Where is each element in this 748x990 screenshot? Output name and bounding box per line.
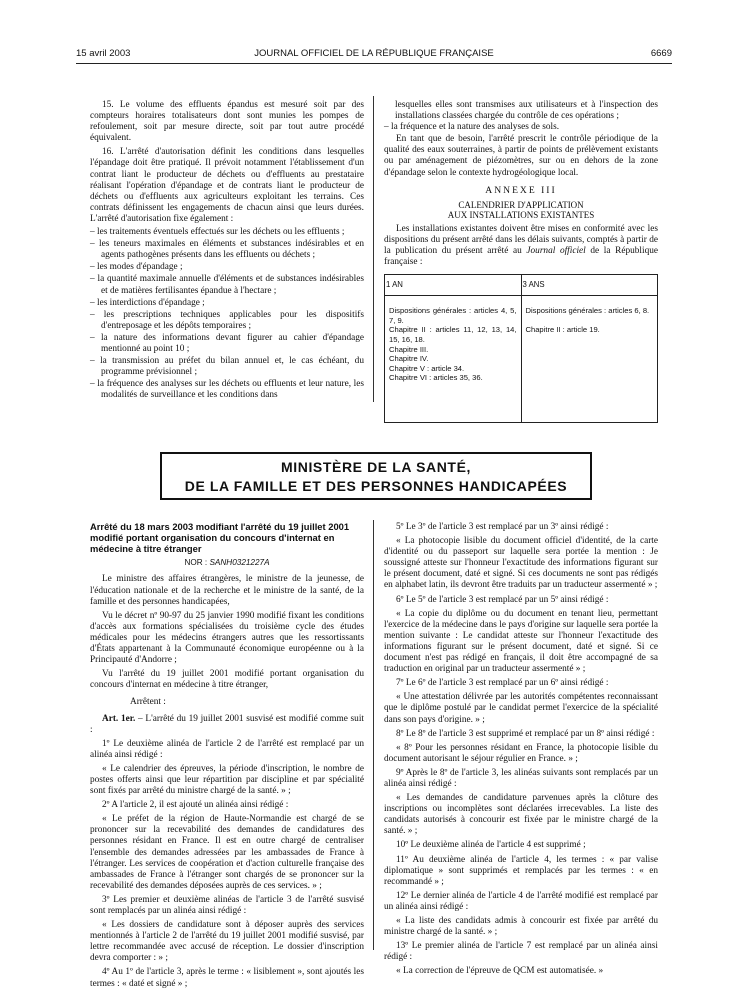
amendment-item: « La correction de l'épreuve de QCM est automatisée. » (396, 966, 604, 977)
annexe-intro-text: Les installations existantes doivent être mises en conformité avec les dispositions du présent arrêté dans les délais suivants, comptés à partir de la publication du présent arrêté au (384, 223, 658, 256)
table-cell-3-ans (521, 296, 658, 423)
column-divider (373, 520, 374, 950)
list-item: – la quantité maximale annuelle d'éléments et de substances indésirables et de matières fertilisantes épandue à l'hectare ; (90, 274, 364, 296)
amendment-item: 1º Le deuxième alinéa de l'article 2 de l'arrêté est remplacé par un alinéa ainsi rédigé : (90, 738, 364, 760)
paragraph-15: 15. Le volume des effluents épandus est mesuré soit par des compteurs horaires totalisateurs dont sont munies les pompes de refoulement, soit par mesure directe, soit par tout autre procédé équivalent. (90, 100, 364, 144)
amendment-item: 9º Après le 8º de l'article 3, les alinéas suivants sont remplacés par un alinéa ainsi rédigé : (384, 767, 658, 789)
journal-officiel-italic: Journal officiel (526, 245, 586, 256)
table-line: Chapitre VI : articles 35, 36. (389, 373, 483, 383)
calendar-table (384, 274, 658, 423)
table-line: Dispositions générales : articles 4, 5, 7, 9. (389, 306, 517, 325)
table-header-1-an: 1 AN (385, 275, 522, 296)
amendment-item: 13º Le premier alinéa de l'article 7 est remplacé par un alinéa ainsi rédigé : (384, 941, 658, 963)
preamble-paragraph: Le ministre des affaires étrangères, le ministre de la jeunesse, de l'éducation nationale et de la recherche et le ministre de la santé, de la famille et des personnes handicapées, (90, 574, 364, 607)
amendment-item: « Le calendrier des épreuves, la période d'inscription, le nombre de postes offerts ainsi que leur répartition par discipline et par spécialité sont fixés par arrêté du ministre chargé de la santé. » ; (90, 763, 364, 797)
preamble-paragraph: Vu l'arrêté du 19 juillet 2001 modifié portant organisation du concours d'internat en médecine à titre étranger, (90, 669, 364, 691)
amendment-item: 3º Les premier et deuxième alinéas de l'article 3 de l'arrêté susvisé sont remplacés par un alinéa ainsi rédigé : (90, 894, 364, 917)
list-item: – la fréquence et la nature des analyses de sols. (384, 122, 658, 133)
article-1-label: Art. 1er. (102, 713, 136, 724)
list-item: – la nature des informations devant figurer au cahier d'épandage mentionné au point 10 ; (90, 333, 364, 355)
amendment-item: 8º Le 8º de l'article 3 est supprimé et remplacé par un 8º ainsi rédigé : (396, 728, 655, 739)
amendment-item: 10º Le deuxième alinéa de l'article 4 est supprimé ; (396, 840, 586, 851)
list-item: – les modes d'épandage ; (90, 262, 364, 273)
list-item: – la fréquence des analyses sur les déchets ou effluents et leur nature, les modalités de surveillance et les conditions dans (90, 379, 364, 401)
table-line: Chapitre IV. (389, 354, 429, 364)
table-header-3-ans: 3 ANS (521, 275, 658, 296)
annexe-intro-text: de la République française : (384, 245, 658, 268)
list-continuation: lesquelles elles sont transmises aux utilisateurs et à l'inspection des installations classées chargée du contrôle de ces opérations ; (395, 100, 658, 122)
amendment-item: « La liste des candidats admis à concourir est fixée par arrêté du ministre chargé de la santé. » ; (384, 916, 658, 938)
list-item: – la transmission au préfet du bilan annuel et, le cas échéant, du programme prévisionnel ; (90, 356, 364, 378)
nor-code: SANH0321227A (209, 558, 270, 568)
paragraph-groundwater: En tant que de besoin, l'arrêté prescrit le contrôle périodique de la qualité des eaux souterraines, à partir de points de prélèvement existants ou par aménagement de piézomètres, sur ou en dehors de la zone d'épandage selon le contexte hydrogéologique local. (384, 134, 658, 178)
arretent: Arrêtent : (130, 697, 166, 708)
amendment-item: « Les dossiers de candidature sont à déposer auprès des services mentionnés à l'article 2 de l'arrêté du 19 juillet 2001 modifié susvisé, par lettre recommandée avec accusé de réception. Le dossier d'inscription devra comporter : » ; (90, 920, 364, 964)
preamble-paragraph: Vu le décret nº 90-97 du 25 janvier 1990 modifié fixant les conditions d'accès aux formations spécialisées du troisième cycle des études médicales pour les médecins étrangers autres que les ressortissants d'États appartenant à la Communauté économique européenne ou à la Principauté d'Andorre ; (90, 610, 364, 666)
amendment-item: 11º Au deuxième alinéa de l'article 4, les termes : « par valise diplomatique » sont supprimés et remplacés par les termes : « en recommandé » ; (384, 854, 658, 887)
page-header (76, 48, 672, 62)
paragraph-16: 16. L'arrêté d'autorisation définit les conditions dans lesquelles l'épandage doit être pratiqué. Il prévoit notamment l'établissement d'un contrat liant le producteur de déchets ou d'effluents au prestataire réalisant l'opération d'épandage et de contrats liant le producteur de déchets ou d'effluents aux agriculteurs exploitant les terrains. Ces contrats définissent les engagements de chacun ainsi que leurs durées. L'arrêté d'autorisation fixe également : (90, 147, 364, 224)
top-right-column (384, 100, 658, 423)
ministry-line: MINISTÈRE DE LA SANTÉ, (280, 459, 472, 475)
amendment-item: « 8º Pour les personnes résidant en France, la photocopie lisible du document autorisant le séjour régulier en France. » ; (384, 742, 658, 764)
article-1 (90, 714, 364, 736)
amendment-item: « La photocopie lisible du document officiel d'identité, de la carte d'identité ou du passeport sur laquelle sera portée la mention : Je soussigné atteste sur l'honneur l'exactitude des informations figurant sur le présent document, daté et signé. Si ces documents ne sont pas rédigés en alphabet latin, ils devront être traduits par un traducteur assermenté » ; (384, 536, 658, 591)
list-item: – les prescriptions techniques applicables pour les dispositifs d'entreposage et les dépôts temporaires ; (90, 310, 364, 332)
authorization-list (90, 227, 364, 401)
table-line: Dispositions générales : articles 6, 8. (525, 306, 650, 316)
column-divider (373, 96, 374, 402)
amendment-item: « La copie du diplôme ou du document en tenant lieu, permettant l'exercice de la médecine dans le pays d'origine sur laquelle sera portée la mention suivante : Le candidat atteste sur l'honneur l'exactitude des informations figurant sur le présent document, daté et signé. Si ce document n'est pas rédigé en français, il doit être accompagné de sa traduction en original par un traducteur assermenté » ; (384, 608, 658, 675)
list-item: – les traitements éventuels effectués sur les déchets ou les effluents ; (90, 227, 364, 238)
annexe-intro (384, 224, 658, 268)
list-item: – les teneurs maximales en éléments et substances indésirables et en agents pathogènes présents dans les effluents ou déchets ; (90, 239, 364, 261)
header-page-number: 6669 (650, 48, 672, 59)
decree-title: Arrêté du 18 mars 2003 modifiant l'arrêté du 19 juillet 2001 modifié portant organisation du concours d'internat en médecine à titre étranger (90, 521, 350, 554)
table-line: Chapitre III. (389, 344, 429, 354)
amendment-item: 12º Le dernier alinéa de l'article 4 de l'arrêté modifié est remplacé par un alinéa ainsi rédigé : (384, 890, 658, 912)
annexe-subtitle-line: CALENDRIER D'APPLICATION (458, 199, 584, 210)
table-line: Chapitre V : article 34. (389, 363, 465, 373)
list-item: – les interdictions d'épandage ; (90, 298, 364, 309)
amendment-item: 4º Au 1º de l'article 3, après le terme : « lisiblement », sont ajoutés les termes : « daté et signé » ; (90, 967, 364, 989)
article-1-text: – L'arrêté du 19 juillet 2001 susvisé est modifié comme suit : (90, 713, 364, 735)
annexe-title: ANNEXE III (485, 184, 557, 196)
header-date: 15 avril 2003 (76, 48, 131, 59)
amendment-item: « Les demandes de candidature parvenues après la clôture des inscriptions ou incomplètes sont déclarées irrecevables. La liste des candidats autorisés à concourir est fixée par le ministre chargé de la santé. » ; (384, 793, 658, 837)
bottom-right-column (384, 522, 658, 977)
ministry-heading-box (160, 452, 592, 500)
annexe-subtitle (384, 200, 658, 221)
header-rule (76, 63, 672, 64)
amendment-item: « Une attestation délivrée par les autorités compétentes reconnaissant que le diplôme postulé par le candidat permet l'exercice de la spécialité dans son pays d'origine. » ; (384, 692, 658, 725)
amendment-item: 5º Le 3º de l'article 3 est remplacé par un 3º ainsi rédigé : (396, 522, 609, 532)
header-journal-title: JOURNAL OFFICIEL DE LA RÉPUBLIQUE FRANÇAISE (254, 48, 494, 59)
table-line: Chapitre II : articles 11, 12, 13, 14, 15, 16, 18. (389, 325, 517, 344)
nor-reference (90, 557, 364, 568)
top-left-column (90, 100, 364, 402)
analysis-list (384, 122, 658, 133)
amendment-item: 2º A l'article 2, il est ajouté un alinéa ainsi rédigé : (102, 800, 289, 811)
nor-label: NOR : (184, 558, 210, 568)
bottom-left-column (90, 522, 364, 990)
table-cell-1-an (385, 296, 522, 423)
table-line: Chapitre II : article 19. (525, 324, 600, 334)
amendment-item: « Le préfet de la région de Haute-Normandie est chargé de se prononcer sur la recevabilité des demandes de candidatures des personnes résidant en France. Il est en outre chargé de centraliser l'ensemble des demandes adressées par les ambassades de France à l'étranger. Les services de coopération et d'action culturelle française des ambassades de France à l'étranger sont chargés de se prononcer sur la recevabilité des demandes déposées auprès de ces services. » ; (90, 814, 364, 891)
amendment-item: 6º Le 5º de l'article 3 est remplacé par un 5º ainsi rédigé : (396, 594, 609, 605)
ministry-line: DE LA FAMILLE ET DES PERSONNES HANDICAPÉES (184, 478, 568, 494)
annexe-subtitle-line: AUX INSTALLATIONS EXISTANTES (447, 210, 595, 221)
amendment-item: 7º Le 6º de l'article 3 est remplacé par un 6º ainsi rédigé : (396, 678, 609, 689)
